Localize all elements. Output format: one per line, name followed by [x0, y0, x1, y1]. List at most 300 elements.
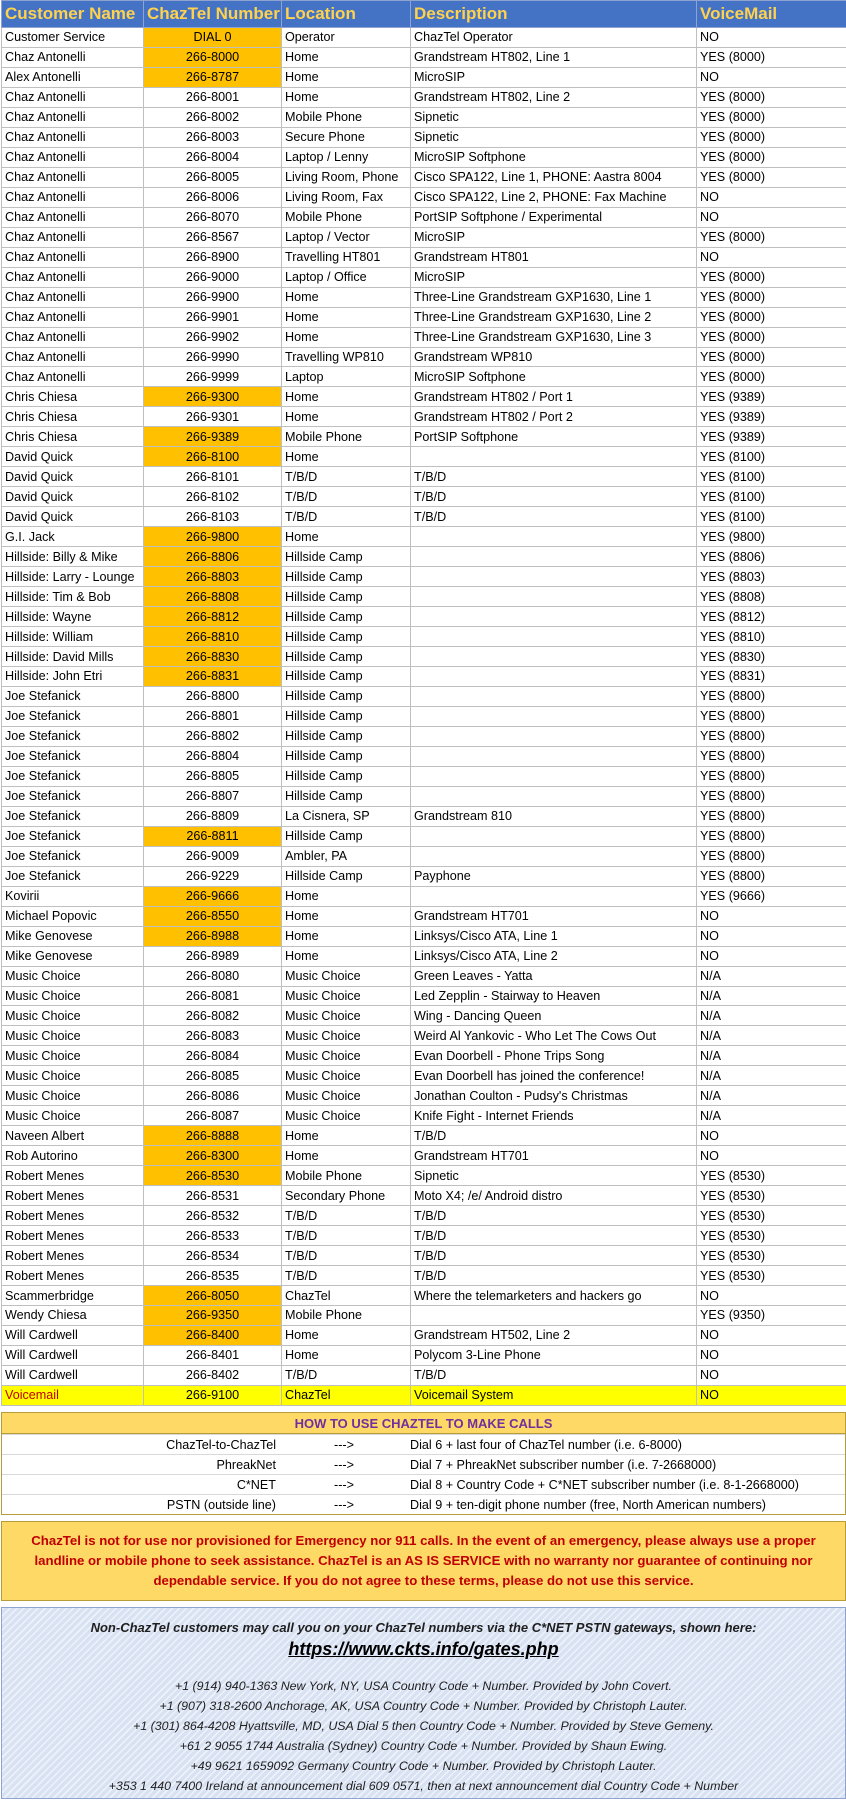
cell-customer-name: Robert Menes	[2, 1206, 144, 1226]
emergency-warning: ChazTel is not for use nor provisioned for Emergency nor 911 calls. In the event of an emergency, please always use a proper landline or mobile phone to seek assistance. ChazTel is an AS IS SERVICE with no warranty nor guarantee of continuing nor dependable service. If you do not agree to these terms, please do not use this service.	[1, 1521, 846, 1601]
cell-description	[411, 587, 697, 607]
how-to-instruction: Dial 8 + Country Code + C*NET subscriber number (i.e. 8-1-2668000)	[410, 1477, 799, 1492]
cell-chaztel-number: 266-8086	[144, 1086, 282, 1106]
cell-location: Home	[282, 1146, 411, 1166]
table-row	[2, 766, 846, 786]
cell-customer-name: Music Choice	[2, 1066, 144, 1086]
cell-chaztel-number: 266-8988	[144, 926, 282, 946]
cell-voicemail: NO	[697, 247, 846, 267]
cell-voicemail: YES (9389)	[697, 387, 846, 407]
cell-customer-name: Chaz Antonelli	[2, 107, 144, 127]
cell-description: Evan Doorbell has joined the conference!	[411, 1066, 697, 1086]
cell-chaztel-number: 266-8070	[144, 207, 282, 227]
cell-location: Home	[282, 886, 411, 906]
cell-chaztel-number: 266-9009	[144, 846, 282, 866]
cell-chaztel-number: 266-8787	[144, 67, 282, 87]
cell-chaztel-number: 266-8000	[144, 47, 282, 67]
cell-chaztel-number: 266-9229	[144, 866, 282, 886]
cell-description: MicroSIP Softphone	[411, 367, 697, 387]
cell-chaztel-number: 266-8001	[144, 87, 282, 107]
cell-chaztel-number: 266-8805	[144, 766, 282, 786]
how-to-network: PhreakNet	[216, 1457, 276, 1472]
cell-description: Jonathan Coulton - Pudsy's Christmas	[411, 1086, 697, 1106]
gateway-line: +353 1 440 7400 Ireland at announcement dial 609 0571, then at next announcement dial Country Code + Number	[108, 1778, 739, 1793]
cell-voicemail: YES (8830)	[697, 647, 846, 667]
cell-voicemail: YES (8810)	[697, 627, 846, 647]
cell-customer-name: Hillside: Tim & Bob	[2, 587, 144, 607]
cell-customer-name: Will Cardwell	[2, 1365, 144, 1385]
cell-chaztel-number: 266-9990	[144, 347, 282, 367]
cell-description: Grandstream HT701	[411, 906, 697, 926]
cell-customer-name: Chris Chiesa	[2, 387, 144, 407]
cell-location: Hillside Camp	[282, 766, 411, 786]
table-row	[2, 507, 846, 527]
cell-chaztel-number: 266-9389	[144, 427, 282, 447]
cell-voicemail: YES (8800)	[697, 706, 846, 726]
cell-chaztel-number: 266-8087	[144, 1106, 282, 1126]
cell-location: Home	[282, 407, 411, 427]
cell-voicemail: YES (8000)	[697, 167, 846, 187]
cell-chaztel-number: 266-9901	[144, 307, 282, 327]
cell-chaztel-number: 266-8830	[144, 647, 282, 667]
table-row	[2, 1146, 846, 1166]
table-row	[2, 87, 846, 107]
table-row	[2, 1325, 846, 1345]
cell-location: ChazTel	[282, 1385, 411, 1405]
how-to-panel	[1, 1412, 846, 1515]
table-row	[2, 1046, 846, 1066]
cell-voicemail: YES (9389)	[697, 427, 846, 447]
cell-chaztel-number: 266-8400	[144, 1325, 282, 1345]
table-row	[2, 28, 846, 48]
cell-description: T/B/D	[411, 507, 697, 527]
cell-description	[411, 527, 697, 547]
cell-chaztel-number: 266-8801	[144, 706, 282, 726]
how-to-row	[2, 1434, 845, 1454]
table-row	[2, 527, 846, 547]
cell-voicemail: YES (9350)	[697, 1306, 846, 1326]
cell-location: Mobile Phone	[282, 1306, 411, 1326]
table-row	[2, 567, 846, 587]
cell-chaztel-number: 266-8002	[144, 107, 282, 127]
cell-description: Three-Line Grandstream GXP1630, Line 2	[411, 307, 697, 327]
table-row	[2, 1126, 846, 1146]
how-to-instruction: Dial 7 + PhreakNet subscriber number (i.e. 7-2668000)	[410, 1457, 717, 1472]
cell-description	[411, 726, 697, 746]
cell-customer-name: Rob Autorino	[2, 1146, 144, 1166]
table-row	[2, 1086, 846, 1106]
cell-location: ChazTel	[282, 1286, 411, 1306]
table-row	[2, 587, 846, 607]
cell-location: Music Choice	[282, 1026, 411, 1046]
table-row	[2, 1106, 846, 1126]
cell-voicemail: N/A	[697, 986, 846, 1006]
cell-customer-name: Chaz Antonelli	[2, 207, 144, 227]
cell-description	[411, 886, 697, 906]
cell-description	[411, 706, 697, 726]
cell-voicemail: N/A	[697, 1086, 846, 1106]
cell-voicemail: YES (8800)	[697, 686, 846, 706]
cell-location: Travelling HT801	[282, 247, 411, 267]
cell-customer-name: Music Choice	[2, 1086, 144, 1106]
cell-description: MicroSIP Softphone	[411, 147, 697, 167]
cell-description: Weird Al Yankovic - Who Let The Cows Out	[411, 1026, 697, 1046]
cell-location: Hillside Camp	[282, 686, 411, 706]
cell-chaztel-number: 266-8531	[144, 1186, 282, 1206]
cell-voicemail: YES (8100)	[697, 487, 846, 507]
cell-location: Laptop	[282, 367, 411, 387]
cell-location: Hillside Camp	[282, 607, 411, 627]
cell-voicemail: YES (8800)	[697, 746, 846, 766]
cell-description: Grandstream HT802 / Port 2	[411, 407, 697, 427]
cell-location: Home	[282, 946, 411, 966]
cell-description	[411, 567, 697, 587]
cell-customer-name: Music Choice	[2, 1026, 144, 1046]
table-row	[2, 1226, 846, 1246]
cell-voicemail: YES (8000)	[697, 327, 846, 347]
table-row	[2, 327, 846, 347]
gateway-line: +1 (914) 940-1363 New York, NY, USA Country Code + Number. Provided by John Covert.	[174, 1678, 673, 1693]
cell-chaztel-number: 266-9100	[144, 1385, 282, 1405]
cell-description: Grandstream HT802, Line 2	[411, 87, 697, 107]
cell-customer-name: Robert Menes	[2, 1266, 144, 1286]
cell-chaztel-number: 266-8811	[144, 826, 282, 846]
cell-location: Music Choice	[282, 1046, 411, 1066]
cell-location: T/B/D	[282, 507, 411, 527]
cell-description: Grandstream HT801	[411, 247, 697, 267]
cell-customer-name: David Quick	[2, 507, 144, 527]
cell-description: MicroSIP	[411, 227, 697, 247]
how-to-instruction: Dial 6 + last four of ChazTel number (i.e. 6-8000)	[410, 1437, 682, 1452]
how-to-instruction: Dial 9 + ten-digit phone number (free, North American numbers)	[410, 1497, 766, 1512]
cell-customer-name: G.I. Jack	[2, 527, 144, 547]
cell-location: Secondary Phone	[282, 1186, 411, 1206]
how-to-network: ChazTel-to-ChazTel	[166, 1437, 276, 1452]
cell-customer-name: Michael Popovic	[2, 906, 144, 926]
cell-description: Evan Doorbell - Phone Trips Song	[411, 1046, 697, 1066]
cell-location: Mobile Phone	[282, 207, 411, 227]
cell-voicemail: YES (9389)	[697, 407, 846, 427]
table-row	[2, 307, 846, 327]
cell-chaztel-number: 266-8402	[144, 1365, 282, 1385]
cell-description: Moto X4; /e/ Android distro	[411, 1186, 697, 1206]
table-row	[2, 1246, 846, 1266]
cell-location: Music Choice	[282, 1086, 411, 1106]
cell-chaztel-number: 266-9902	[144, 327, 282, 347]
cell-voicemail: YES (8530)	[697, 1246, 846, 1266]
cell-description: Grandstream HT502, Line 2	[411, 1325, 697, 1345]
cell-voicemail: N/A	[697, 966, 846, 986]
cell-location: Living Room, Phone	[282, 167, 411, 187]
cell-chaztel-number: 266-8080	[144, 966, 282, 986]
cell-location: Music Choice	[282, 986, 411, 1006]
cell-chaztel-number: 266-8806	[144, 547, 282, 567]
cell-voicemail: NO	[697, 946, 846, 966]
cell-chaztel-number: 266-8812	[144, 607, 282, 627]
cell-description: Sipnetic	[411, 1166, 697, 1186]
table-row	[2, 267, 846, 287]
cell-chaztel-number: 266-9666	[144, 886, 282, 906]
cell-chaztel-number: 266-8083	[144, 1026, 282, 1046]
gateway-line: +61 2 9055 1744 Australia (Sydney) Country Code + Number. Provided by Shaun Ewing.	[179, 1738, 668, 1753]
cell-customer-name: Chaz Antonelli	[2, 347, 144, 367]
cell-customer-name: Joe Stefanick	[2, 846, 144, 866]
cell-location: Operator	[282, 28, 411, 48]
cell-chaztel-number: 266-8567	[144, 227, 282, 247]
cell-voicemail: YES (8000)	[697, 347, 846, 367]
how-to-title: HOW TO USE CHAZTEL TO MAKE CALLS	[2, 1413, 845, 1434]
cell-customer-name: Chaz Antonelli	[2, 147, 144, 167]
table-row	[2, 1006, 846, 1026]
cell-chaztel-number: DIAL 0	[144, 28, 282, 48]
cell-chaztel-number: 266-8802	[144, 726, 282, 746]
cell-description	[411, 826, 697, 846]
cell-description: T/B/D	[411, 1365, 697, 1385]
table-row	[2, 786, 846, 806]
cell-customer-name: Chaz Antonelli	[2, 247, 144, 267]
how-to-row	[2, 1494, 845, 1514]
cell-description	[411, 1306, 697, 1326]
cell-location: Hillside Camp	[282, 746, 411, 766]
how-to-network: C*NET	[236, 1477, 276, 1492]
cell-location: Music Choice	[282, 1006, 411, 1026]
header-voicemail: VoiceMail	[697, 1, 846, 28]
table-row	[2, 1026, 846, 1046]
cell-customer-name: Kovirii	[2, 886, 144, 906]
how-to-row	[2, 1454, 845, 1474]
cell-customer-name: Chris Chiesa	[2, 427, 144, 447]
cell-chaztel-number: 266-8300	[144, 1146, 282, 1166]
cell-description: T/B/D	[411, 487, 697, 507]
table-row	[2, 1345, 846, 1365]
cell-location: Mobile Phone	[282, 427, 411, 447]
cell-voicemail: YES (8000)	[697, 367, 846, 387]
cell-location: Secure Phone	[282, 127, 411, 147]
cell-voicemail: YES (8806)	[697, 547, 846, 567]
cell-location: Laptop / Vector	[282, 227, 411, 247]
cell-customer-name: Joe Stefanick	[2, 826, 144, 846]
cell-chaztel-number: 266-8808	[144, 587, 282, 607]
header-location: Location	[282, 1, 411, 28]
cell-voicemail: YES (8100)	[697, 507, 846, 527]
gateway-line: +49 9621 1659092 Germany Country Code + Number. Provided by Christoph Lauter.	[190, 1758, 657, 1773]
cell-chaztel-number: 266-8101	[144, 467, 282, 487]
cell-location: T/B/D	[282, 1246, 411, 1266]
cell-voicemail: YES (8100)	[697, 467, 846, 487]
table-row	[2, 207, 846, 227]
cell-customer-name: Joe Stefanick	[2, 866, 144, 886]
cell-voicemail: NO	[697, 187, 846, 207]
arrow-icon: --->	[334, 1457, 354, 1472]
cell-voicemail: YES (8000)	[697, 147, 846, 167]
cell-description: PortSIP Softphone	[411, 427, 697, 447]
cell-customer-name: Will Cardwell	[2, 1345, 144, 1365]
table-row	[2, 67, 846, 87]
cell-customer-name: Joe Stefanick	[2, 746, 144, 766]
cell-location: T/B/D	[282, 467, 411, 487]
cell-location: Hillside Camp	[282, 587, 411, 607]
cell-voicemail: YES (8800)	[697, 806, 846, 826]
table-row	[2, 1066, 846, 1086]
table-row	[2, 467, 846, 487]
table-row	[2, 127, 846, 147]
table-row	[2, 866, 846, 886]
cell-chaztel-number: 266-8103	[144, 507, 282, 527]
cell-location: Laptop / Lenny	[282, 147, 411, 167]
cell-voicemail: N/A	[697, 1026, 846, 1046]
cell-description	[411, 447, 697, 467]
cell-description: T/B/D	[411, 1126, 697, 1146]
cell-description: Polycom 3-Line Phone	[411, 1345, 697, 1365]
table-row	[2, 447, 846, 467]
cell-location: Home	[282, 307, 411, 327]
cell-chaztel-number: 266-8532	[144, 1206, 282, 1226]
cell-customer-name: Music Choice	[2, 986, 144, 1006]
table-row	[2, 1166, 846, 1186]
cell-description: Sipnetic	[411, 127, 697, 147]
table-row	[2, 367, 846, 387]
cell-location: T/B/D	[282, 1365, 411, 1385]
cell-customer-name: Joe Stefanick	[2, 726, 144, 746]
cell-customer-name: Robert Menes	[2, 1226, 144, 1246]
cell-location: Home	[282, 387, 411, 407]
cell-voicemail: YES (8000)	[697, 107, 846, 127]
gateways-link[interactable]: https://www.ckts.info/gates.php	[288, 1638, 559, 1659]
cell-chaztel-number: 266-8804	[144, 746, 282, 766]
table-row	[2, 607, 846, 627]
cell-description: Payphone	[411, 866, 697, 886]
gateway-line: +1 (907) 318-2600 Anchorage, AK, USA Country Code + Number. Provided by Christoph Lauter.	[159, 1698, 688, 1713]
cell-description: Three-Line Grandstream GXP1630, Line 1	[411, 287, 697, 307]
cell-chaztel-number: 266-8810	[144, 627, 282, 647]
cell-description: Where the telemarketers and hackers go	[411, 1286, 697, 1306]
table-row	[2, 547, 846, 567]
cell-description: Grandstream HT701	[411, 1146, 697, 1166]
cell-description: Sipnetic	[411, 107, 697, 127]
cell-voicemail: N/A	[697, 1046, 846, 1066]
cell-chaztel-number: 266-8831	[144, 667, 282, 687]
cell-description: MicroSIP	[411, 267, 697, 287]
cell-description: MicroSIP	[411, 67, 697, 87]
table-row	[2, 826, 846, 846]
cell-description: T/B/D	[411, 467, 697, 487]
arrow-icon: --->	[334, 1497, 354, 1512]
cell-chaztel-number: 266-9350	[144, 1306, 282, 1326]
cell-voicemail: YES (8000)	[697, 267, 846, 287]
cell-location: Laptop / Office	[282, 267, 411, 287]
cell-customer-name: Chaz Antonelli	[2, 167, 144, 187]
cell-customer-name: Will Cardwell	[2, 1325, 144, 1345]
cell-location: Home	[282, 1325, 411, 1345]
cell-description	[411, 786, 697, 806]
cell-location: Home	[282, 67, 411, 87]
cell-location: T/B/D	[282, 1206, 411, 1226]
gateways-panel	[1, 1607, 846, 1799]
cell-description: T/B/D	[411, 1226, 697, 1246]
cell-location: Music Choice	[282, 1106, 411, 1126]
cell-voicemail: YES (8000)	[697, 287, 846, 307]
cell-voicemail: YES (8800)	[697, 866, 846, 886]
how-to-row	[2, 1474, 845, 1494]
cell-customer-name: Joe Stefanick	[2, 686, 144, 706]
cell-voicemail: YES (8812)	[697, 607, 846, 627]
cell-voicemail: YES (8000)	[697, 47, 846, 67]
cell-voicemail: NO	[697, 1146, 846, 1166]
cell-location: Hillside Camp	[282, 567, 411, 587]
cell-location: Hillside Camp	[282, 547, 411, 567]
cell-voicemail: NO	[697, 1365, 846, 1385]
cell-location: Hillside Camp	[282, 866, 411, 886]
cell-location: Home	[282, 47, 411, 67]
cell-chaztel-number: 266-8900	[144, 247, 282, 267]
cell-customer-name: Joe Stefanick	[2, 806, 144, 826]
cell-customer-name: David Quick	[2, 487, 144, 507]
cell-description	[411, 746, 697, 766]
cell-location: Hillside Camp	[282, 726, 411, 746]
cell-chaztel-number: 266-9300	[144, 387, 282, 407]
cell-voicemail: NO	[697, 1385, 846, 1405]
table-row	[2, 147, 846, 167]
cell-location: Home	[282, 447, 411, 467]
cell-location: Hillside Camp	[282, 826, 411, 846]
cell-chaztel-number: 266-8006	[144, 187, 282, 207]
cell-description	[411, 667, 697, 687]
table-row	[2, 427, 846, 447]
cell-customer-name: Alex Antonelli	[2, 67, 144, 87]
table-row	[2, 686, 846, 706]
cell-customer-name: Mike Genovese	[2, 926, 144, 946]
cell-voicemail: YES (8800)	[697, 826, 846, 846]
table-row	[2, 627, 846, 647]
cell-chaztel-number: 266-8807	[144, 786, 282, 806]
cell-location: Ambler, PA	[282, 846, 411, 866]
cell-customer-name: Robert Menes	[2, 1166, 144, 1186]
table-row	[2, 806, 846, 826]
cell-customer-name: Chaz Antonelli	[2, 367, 144, 387]
cell-customer-name: Chaz Antonelli	[2, 47, 144, 67]
cell-voicemail: YES (8000)	[697, 127, 846, 147]
cell-voicemail: N/A	[697, 1066, 846, 1086]
table-row	[2, 906, 846, 926]
table-row	[2, 187, 846, 207]
cell-customer-name: Music Choice	[2, 1046, 144, 1066]
cell-location: Hillside Camp	[282, 647, 411, 667]
table-row	[2, 706, 846, 726]
cell-location: T/B/D	[282, 487, 411, 507]
cell-location: Home	[282, 87, 411, 107]
cell-location: Home	[282, 327, 411, 347]
table-header-row	[2, 1, 846, 28]
cell-customer-name: Chaz Antonelli	[2, 267, 144, 287]
cell-voicemail: YES (8530)	[697, 1166, 846, 1186]
cell-customer-name: Hillside: William	[2, 627, 144, 647]
cell-customer-name: Joe Stefanick	[2, 786, 144, 806]
cell-chaztel-number: 266-8085	[144, 1066, 282, 1086]
cell-chaztel-number: 266-8050	[144, 1286, 282, 1306]
cell-location: Hillside Camp	[282, 786, 411, 806]
table-row	[2, 926, 846, 946]
cell-location: La Cisnera, SP	[282, 806, 411, 826]
cell-voicemail: YES (8530)	[697, 1226, 846, 1246]
how-to-network: PSTN (outside line)	[166, 1497, 276, 1512]
voicemail-row	[2, 1385, 846, 1405]
table-row	[2, 1306, 846, 1326]
cell-description	[411, 766, 697, 786]
cell-location: Music Choice	[282, 1066, 411, 1086]
cell-voicemail: YES (8800)	[697, 786, 846, 806]
cell-voicemail: NO	[697, 926, 846, 946]
cell-description: T/B/D	[411, 1266, 697, 1286]
